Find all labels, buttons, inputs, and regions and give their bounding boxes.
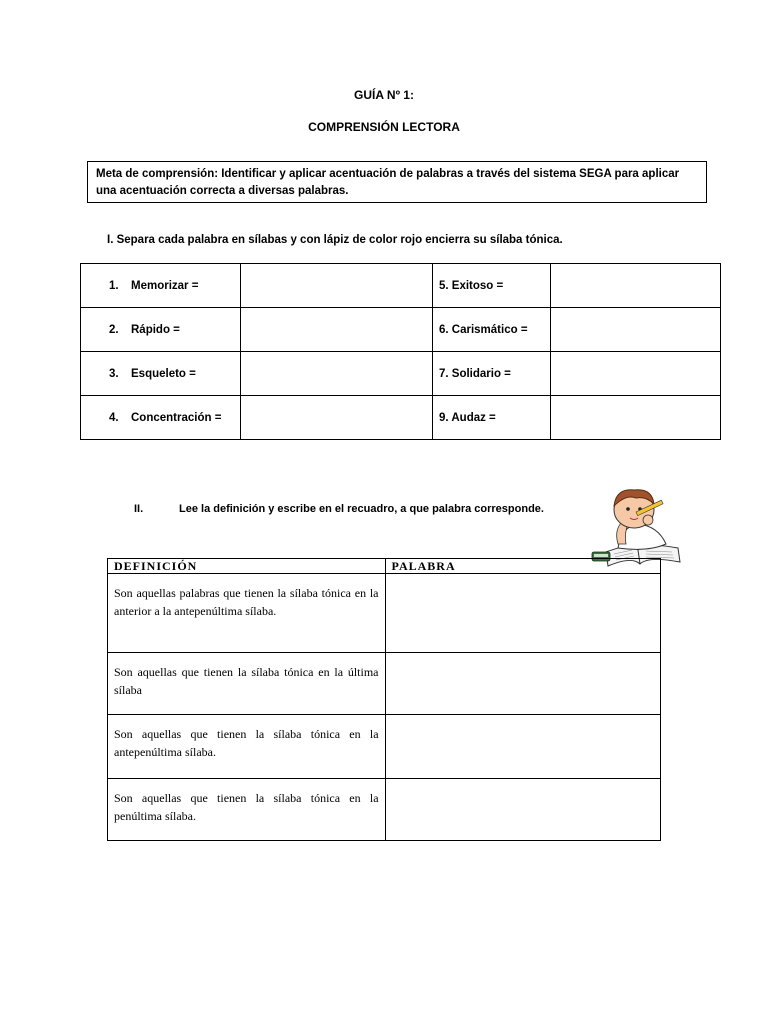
table-row: [108, 574, 661, 653]
answer-cell[interactable]: [241, 352, 433, 396]
answer-cell[interactable]: [385, 574, 660, 653]
answer-cell[interactable]: [551, 308, 721, 352]
answer-cell[interactable]: [551, 396, 721, 440]
page-subtitle: COMPRENSIÓN LECTORA: [308, 120, 460, 134]
table-row: [81, 396, 721, 440]
definition-table: [107, 558, 661, 841]
definition-cell: Son aquellas que tienen la sílaba tónica en la antepenúltima sílaba.: [108, 715, 386, 779]
syllable-table: [80, 263, 721, 440]
word-cell: 6. Carismático =: [433, 308, 551, 352]
word-cell: 9. Audaz =: [433, 396, 551, 440]
answer-cell[interactable]: [385, 653, 660, 715]
table-row: [81, 264, 721, 308]
word-cell: [81, 308, 241, 352]
table-row: [108, 715, 661, 779]
word-number: 4.: [109, 411, 119, 424]
goal-box: [87, 161, 707, 203]
answer-cell[interactable]: [241, 308, 433, 352]
word-cell: [81, 396, 241, 440]
answer-cell[interactable]: [385, 715, 660, 779]
word-cell: 5. Exitoso =: [433, 264, 551, 308]
definition-cell: Son aquellas palabras que tienen la sílaba tónica en la anterior a la antepenúltima sílaba.: [108, 574, 386, 653]
page-title: GUÍA Nº 1:: [354, 88, 414, 102]
section2-instruction: Lee la definición y escribe en el recuadro, a que palabra corresponde.: [179, 503, 544, 515]
word-label: Rápido =: [131, 323, 180, 336]
section2-number: II.: [134, 503, 144, 515]
answer-cell[interactable]: [385, 779, 660, 841]
definition-header: DEFINICIÓN: [108, 559, 386, 574]
word-cell: [81, 352, 241, 396]
goal-text: Meta de comprensión: Identificar y aplicar acentuación de palabras a través del sistema SEGA para aplicar una acentuación correcta a diversas palabras.: [96, 168, 680, 197]
definition-cell: Son aquellas que tienen la sílaba tónica en la última sílaba: [108, 653, 386, 715]
word-number: 3.: [109, 367, 119, 380]
word-cell: 7. Solidario =: [433, 352, 551, 396]
answer-cell[interactable]: [241, 396, 433, 440]
answer-cell[interactable]: [551, 264, 721, 308]
table-row: [108, 779, 661, 841]
word-number: 1.: [109, 279, 119, 292]
word-label: Esqueleto =: [131, 367, 196, 380]
table-header-row: [108, 559, 661, 574]
answer-cell[interactable]: [241, 264, 433, 308]
word-label: Concentración =: [131, 411, 222, 424]
table-row: [81, 352, 721, 396]
section1-instruction: I. Separa cada palabra en sílabas y con lápiz de color rojo encierra su sílaba tónica.: [107, 234, 563, 246]
table-row: [108, 653, 661, 715]
answer-cell[interactable]: [551, 352, 721, 396]
table-row: [81, 308, 721, 352]
word-cell: [81, 264, 241, 308]
definition-cell: Son aquellas que tienen la sílaba tónica en la penúltima sílaba.: [108, 779, 386, 841]
word-header: PALABRA: [385, 559, 660, 574]
word-label: Memorizar =: [131, 279, 199, 292]
word-number: 2.: [109, 323, 119, 336]
